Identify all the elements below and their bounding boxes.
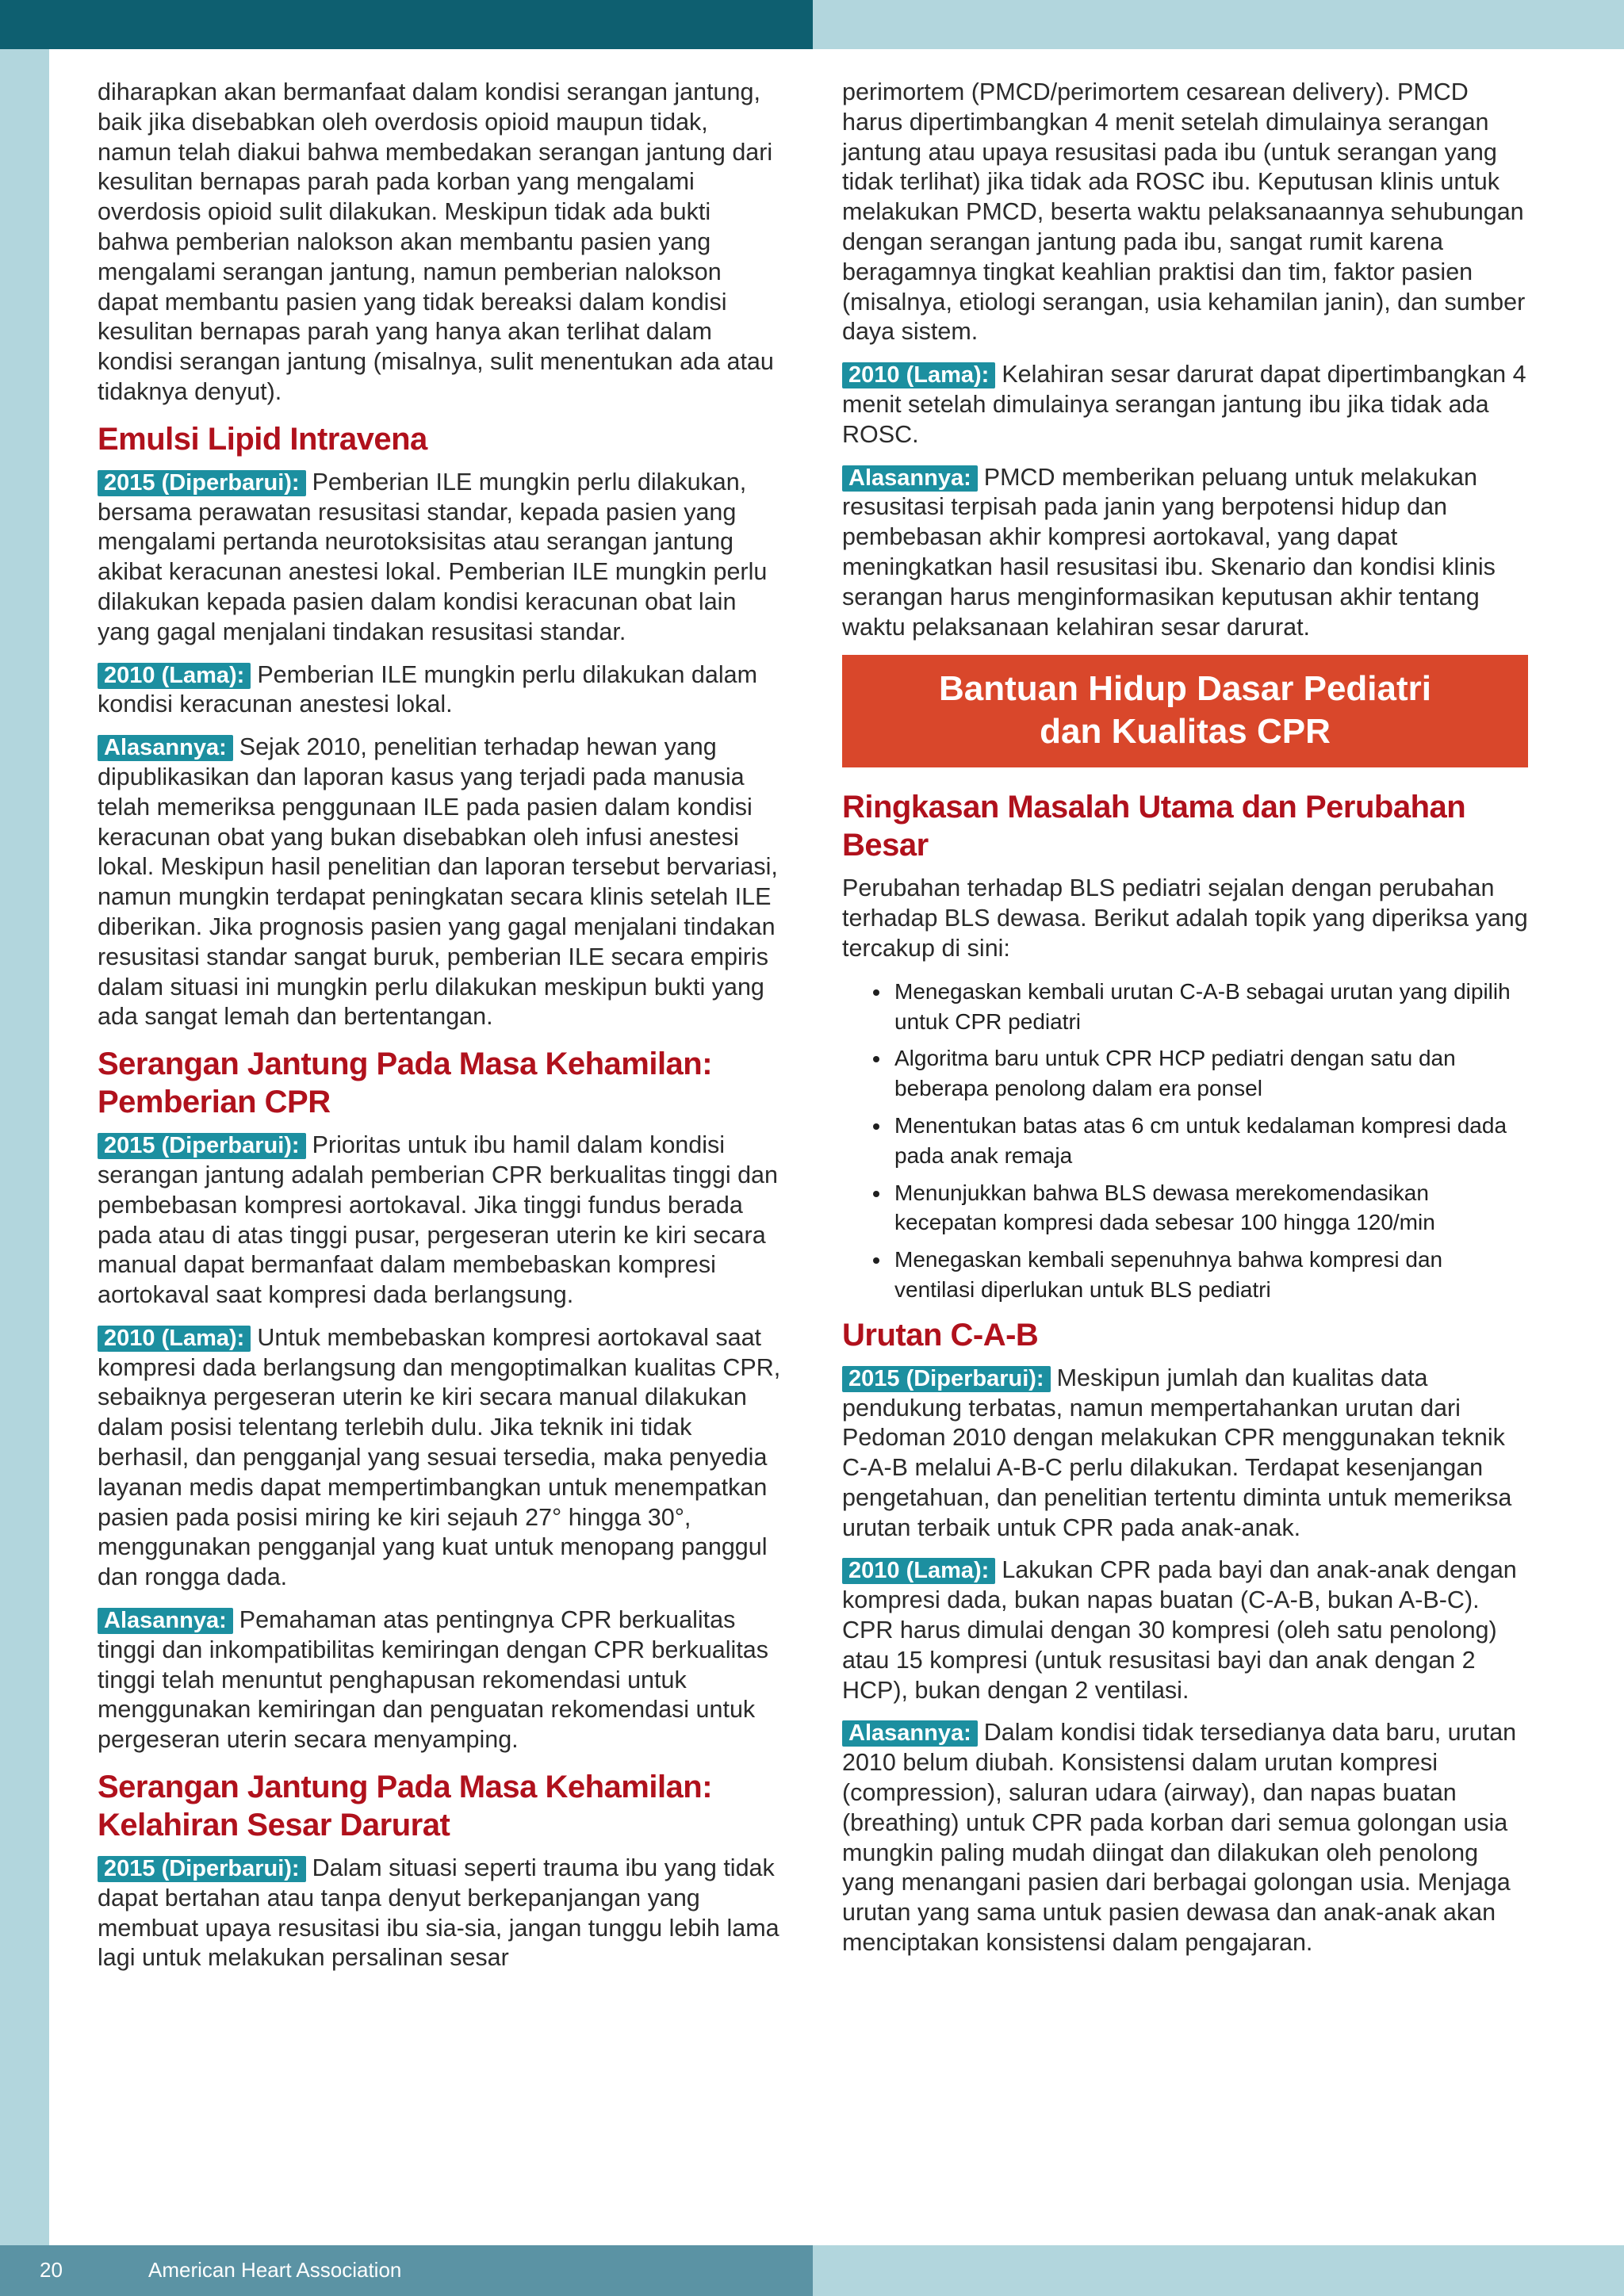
side-strip: [0, 49, 49, 2245]
tag-2010-old: 2010 (Lama):: [842, 1558, 995, 1584]
header-bar-dark: [0, 0, 813, 49]
continued-paragraph: perimortem (PMCD/perimortem cesarean delivery). PMCD harus dipertimbangkan 4 menit setelah dimulainya serangan jantung atau upaya resusitasi pada ibu (untuk serangan yang tidak terlihat) jika tidak ada ROSC ibu. Keputusan klinis untuk melakukan PMCD, beserta waktu pelaksanaannya sehubungan dengan serangan jantung pada ibu, sangat rumit karena beragamnya tingkat keahlian praktisi dan tim, faktor pasien (misalnya, etiologi serangan, usia kehamilan janin), dan sumber daya sistem.: [842, 78, 1526, 346]
summary-intro: Perubahan terhadap BLS pediatri sejalan dengan perubahan terhadap BLS dewasa. Berikut adalah topik yang diperiksa yang tercakup di sini:: [842, 874, 1528, 962]
paragraph-2015-cesarean: 2015 (Diperbarui): Dalam situasi seperti trauma ibu yang tidak dapat bertahan atau tanpa denyut berkepanjangan yang membuat upaya resusitasi ibu sia-sia, jangan tunggu lebih lama lagi untuk melakukan persalinan sesar: [98, 1854, 779, 1972]
tag-rationale: Alasannya:: [98, 735, 233, 761]
bullet-list: [842, 977, 1528, 1305]
section-banner-pediatric-bls: Bantuan Hidup Dasar Pediatri dan Kualitas CPR: [842, 655, 1528, 767]
tag-2015-updated: 2015 (Diperbarui):: [98, 470, 306, 496]
footer-bar-dark: [0, 2245, 813, 2296]
intro-paragraph: diharapkan akan bermanfaat dalam kondisi serangan jantung, baik jika disebabkan oleh overdosis opioid maupun tidak, namun telah diakui bahwa membedakan serangan jantung dari kesulitan bernapas parah pada korban yang mengalami overdosis opioid sulit dilakukan. Meskipun tidak ada bukti bahwa pemberian nalokson akan membantu pasien yang mengalami serangan jantung, namun pemberian nalokson dapat membantu pasien yang tidak bereaksi dalam kondisi kesulitan bernapas parah yang hanya akan terlihat dalam kondisi serangan jantung (misalnya, sulit menentukan ada atau tidaknya denyut).: [98, 78, 774, 405]
footer-bar-light: [813, 2245, 1624, 2296]
tag-2015-updated: 2015 (Diperbarui):: [98, 1133, 306, 1159]
paragraph-rationale-pregnancy-cpr: Alasannya: Pemahaman atas pentingnya CPR berkualitas tinggi dan inkompatibilitas kemiringan dengan CPR berkualitas tinggi telah menuntut penghapusan rekomendasi untuk menggunakan kemiringan dan penguatan rekomendasi untuk pergeseran uterin secara menyamping.: [98, 1606, 769, 1754]
paragraph-2010-pregnancy-cpr: 2010 (Lama): Untuk membebaskan kompresi aortokaval saat kompresi dada berlangsung dan mengoptimalkan kualitas CPR, sebaiknya pergeseran uterin ke kiri secara manual dilakukan dalam posisi telentang terlebih dulu. Jika teknik ini tidak berhasil, dan pengganjal yang sesuai tersedia, maka penyedia layanan medis dapat mempertimbangkan untuk menempatkan pasien pada posisi miring ke kiri sejauh 27° hingga 30°, menggunakan pengganjal yang kuat untuk menopang panggul dan rongga dada.: [98, 1323, 781, 1591]
footer-organization: American Heart Association: [148, 2258, 402, 2282]
list-item: • Menegaskan kembali sepenuhnya bahwa kompresi dan ventilasi diperlukan untuk BLS pediatri: [891, 1245, 1528, 1305]
tag-2010-old: 2010 (Lama):: [98, 1326, 251, 1352]
paragraph-2015-pregnancy-cpr: 2015 (Diperbarui): Prioritas untuk ibu hamil dalam kondisi serangan jantung adalah pemberian CPR berkualitas tinggi dan pembebasan kompresi aortokaval. Jika tinggi fundus berada pada atau di atas tinggi pusar, pergeseran uterin ke kiri secara manual dapat bermanfaat dalam membebaskan kompresi aortokaval saat kompresi dada berlangsung.: [98, 1131, 778, 1309]
paragraph-rationale-cesarean: Alasannya: PMCD memberikan peluang untuk melakukan resusitasi terpisah pada janin yang berpotensi hidup dan pembebasan akhir kompresi aortokaval, yang dapat meningkatkan hasil resusitasi ibu. Skenario dan kondisi klinis serangan harus menginformasikan keputusan akhir tentang waktu pelaksanaan kelahiran sesar darurat.: [842, 463, 1496, 641]
tag-2010-old: 2010 (Lama):: [842, 362, 995, 388]
paragraph-2015-cab: 2015 (Diperbarui): Meskipun jumlah dan kualitas data pendukung terbatas, namun mempertahankan urutan dari Pedoman 2010 dengan melakukan CPR menggunakan teknik C-A-B melalui A-B-C perlu dilakukan. Terdapat kesenjangan pengetahuan, dan penelitian tertentu diminta untuk memeriksa urutan terbaik untuk CPR pada anak-anak.: [842, 1364, 1512, 1541]
paragraph-rationale-ile: Alasannya: Sejak 2010, penelitian terhadap hewan yang dipublikasikan dan laporan kasus yang terjadi pada manusia telah memeriksa penggunaan ILE pada pasien dalam kondisi keracunan obat yang bukan disebabkan oleh infusi anestesi lokal. Meskipun hasil penelitian dan laporan tersebut bervariasi, namun mungkin terdapat peningkatan secara klinis setelah ILE diberikan. Jika prognosis pasien yang gagal menjalani tindakan resusitasi standar sangat buruk, pemberian ILE secara empiris dalam situasi ini mungkin perlu dilakukan meskipun bukti yang ada sangat lemah dan bertentangan.: [98, 733, 778, 1031]
list-item: • Menegaskan kembali urutan C-A-B sebagai urutan yang dipilih untuk CPR pediatri: [891, 977, 1528, 1037]
header-bar-light: [813, 0, 1624, 49]
tag-2015-updated: 2015 (Diperbarui):: [98, 1856, 306, 1882]
list-item: • Menunjukkan bahwa BLS dewasa merekomendasikan kecepatan kompresi dada sebesar 100 hingga 120/min: [891, 1178, 1528, 1238]
section-heading-summary: Ringkasan Masalah Utama dan Perubahan Besar: [842, 790, 1466, 863]
tag-2010-old: 2010 (Lama):: [98, 663, 251, 689]
left-column: [98, 78, 787, 1986]
list-item: • Algoritma baru untuk CPR HCP pediatri dengan satu dan beberapa penolong dalam era ponsel: [891, 1043, 1528, 1104]
section-heading-cesarean: Serangan Jantung Pada Masa Kehamilan: Kelahiran Sesar Darurat: [98, 1770, 713, 1843]
tag-rationale: Alasannya:: [842, 1720, 978, 1747]
right-column: [842, 78, 1528, 1971]
paragraph-rationale-cab: Alasannya: Dalam kondisi tidak tersedianya data baru, urutan 2010 belum diubah. Konsistensi dalam urutan kompresi (compression), saluran udara (airway), dan napas buatan (breathing) untuk CPR pada korban dari semua golongan usia mungkin paling mudah diingat dan dilakukan oleh penolong yang menangani pasien dari berbagai golongan usia. Menjaga urutan yang sama untuk pasien dewasa dan anak-anak akan menciptakan konsistensi dalam pengajaran.: [842, 1719, 1517, 1957]
paragraph-2010-ile: 2010 (Lama): Pemberian ILE mungkin perlu dilakukan dalam kondisi keracunan anestesi lokal.: [98, 660, 757, 718]
page-number: 20: [40, 2258, 63, 2282]
tag-rationale: Alasannya:: [98, 1608, 233, 1634]
paragraph-2010-cab: 2010 (Lama): Lakukan CPR pada bayi dan anak-anak dengan kompresi dada, bukan napas buatan (C-A-B, bukan A-B-C). CPR harus dimulai dengan 30 kompresi (oleh satu penolong) atau 15 kompresi (untuk resusitasi bayi dan anak dengan 2 HCP), bukan dengan 2 ventilasi.: [842, 1556, 1517, 1704]
paragraph-2010-cesarean: 2010 (Lama): Kelahiran sesar darurat dapat dipertimbangkan 4 menit setelah dimulainya serangan jantung ibu jika tidak ada ROSC.: [842, 361, 1526, 448]
paragraph-2015-ile: 2015 (Diperbarui): Pemberian ILE mungkin perlu dilakukan, bersama perawatan resusitasi standar, kepada pasien yang mengalami pertanda neurotoksisitas atau serangan jantung akibat keracunan anestesi lokal. Pemberian ILE mungkin perlu dilakukan kepada pasien dalam kondisi keracunan obat lain yang gagal menjalani tindakan resusitasi standar.: [98, 468, 768, 645]
section-heading-pregnancy-cpr: Serangan Jantung Pada Masa Kehamilan: Pemberian CPR: [98, 1047, 713, 1120]
tag-rationale: Alasannya:: [842, 465, 978, 492]
section-heading-cab: Urutan C-A-B: [842, 1317, 1039, 1353]
tag-2015-updated: 2015 (Diperbarui):: [842, 1366, 1051, 1392]
list-item: • Menentukan batas atas 6 cm untuk kedalaman kompresi dada pada anak remaja: [891, 1111, 1528, 1171]
section-heading-ile: Emulsi Lipid Intravena: [98, 421, 427, 457]
